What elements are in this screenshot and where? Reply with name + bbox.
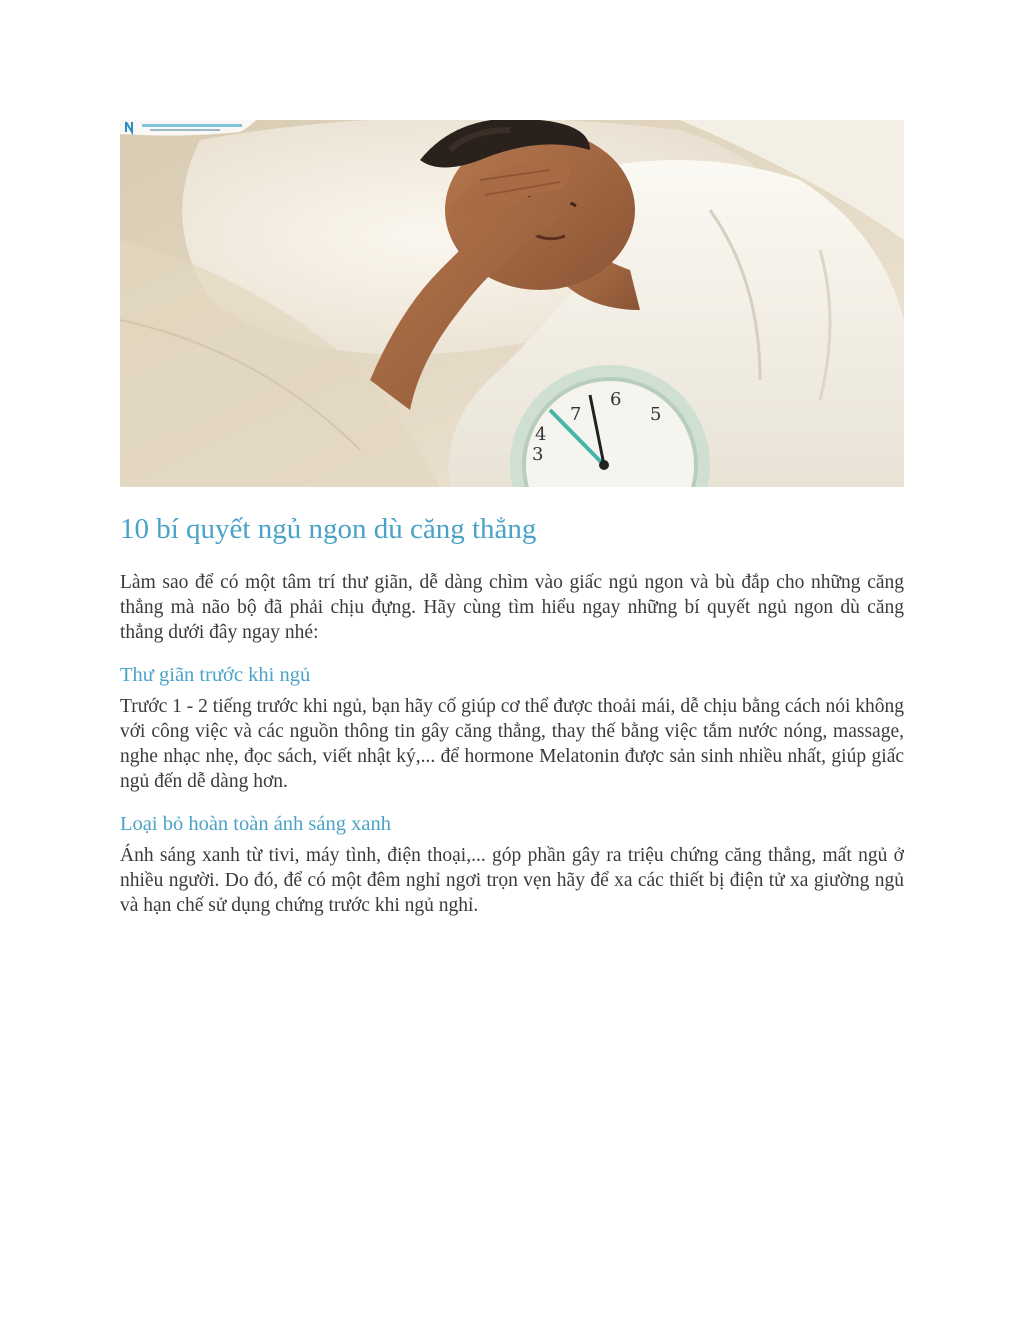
clock-numeral: 5: [650, 404, 662, 425]
section-body-relax: Trước 1 - 2 tiếng trước khi ngủ, bạn hãy cố giúp cơ thể được thoải mái, dễ chịu bằng cách nói không với công việc và các nguồn thông tin gây căng thẳng, thay thế bằng việc tắm nước nóng, massage, nghe nhạc nhẹ, đọc sách, viết nhật ký,... để hormone Melatonin được sản sinh nhiều nhất, giúp giấc ngủ đến dễ dàng hơn.: [120, 696, 904, 792]
brand-logo: [120, 120, 256, 136]
clock-numeral: 3: [532, 444, 544, 465]
article-title: 10 bí quyết ngủ ngon dù căng thẳng: [120, 513, 537, 545]
clock-numeral: 6: [610, 389, 622, 410]
clock-numeral: 7: [570, 404, 582, 425]
hero-image: [120, 120, 904, 487]
man-sleepless-illustration: [120, 120, 904, 487]
section-heading-blue-light: Loại bỏ hoàn toàn ánh sáng xanh: [120, 813, 391, 835]
section-heading-relax: Thư giãn trước khi ngủ: [120, 664, 311, 686]
clock-numeral: 4: [535, 424, 547, 445]
section-body-blue-light: Ánh sáng xanh từ tivi, máy tình, điện thoại,... góp phần gây ra triệu chứng căng thẳng, mất ngủ ở nhiều người. Do đó, để có một đêm nghỉ ngơi trọn vẹn hãy để xa các thiết bị điện tử xa giường ngủ và hạn chế sử dụng chứng trước khi ngủ nghỉ.: [120, 845, 904, 916]
intro-paragraph: Làm sao để có một tâm trí thư giãn, dễ dàng chìm vào giấc ngủ ngon và bù đắp cho những căng thẳng mà não bộ đã phải chịu đựng. Hãy cùng tìm hiểu ngay những bí quyết ngủ ngon dù căng thẳng dưới đây ngay nhé:: [120, 572, 904, 643]
